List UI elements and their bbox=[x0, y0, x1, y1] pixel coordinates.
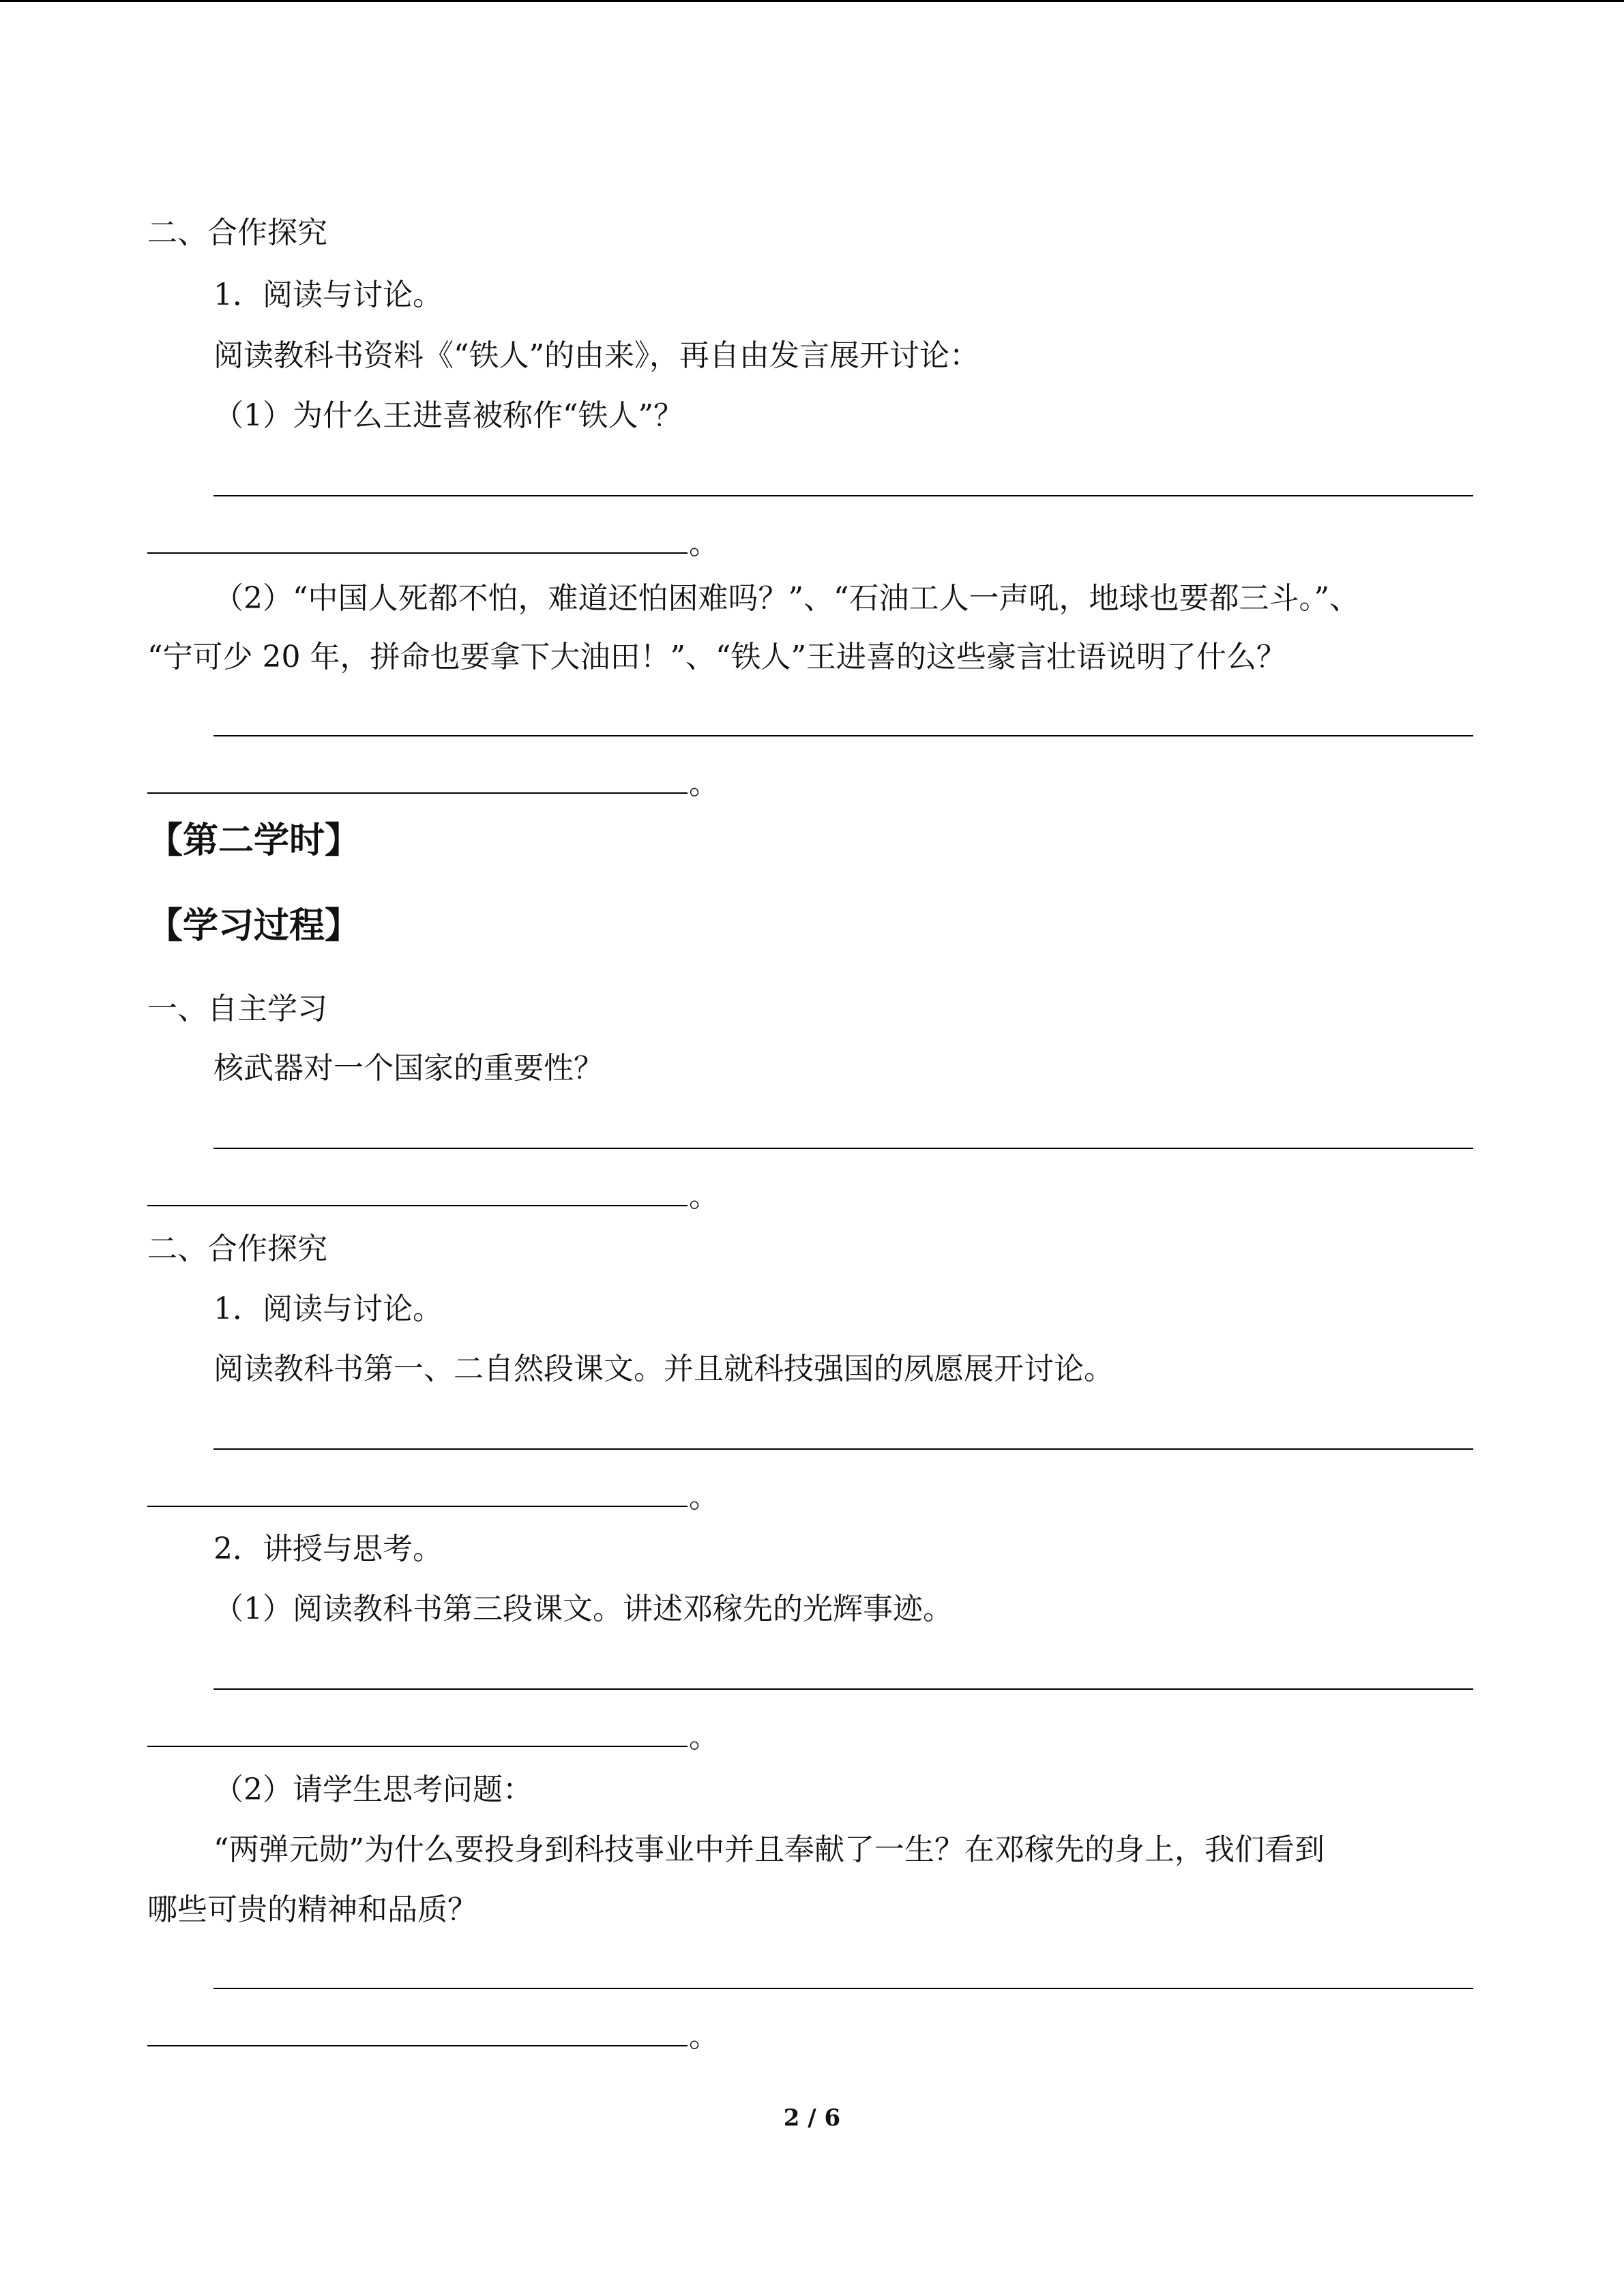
question-1: （1）阅读教科书第三段课文。讲述邓稼先的光辉事迹。 bbox=[213, 1592, 953, 1626]
answer-line[interactable] bbox=[147, 792, 688, 794]
answer-line[interactable] bbox=[147, 1746, 688, 1747]
process-heading: 【学习过程】 bbox=[147, 906, 361, 946]
instruction-text: 阅读教科书资料《“铁人”的由来》，再自由发言展开讨论： bbox=[213, 338, 979, 373]
answer-line[interactable] bbox=[213, 1988, 1473, 1989]
lesson-heading: 【第二学时】 bbox=[147, 820, 361, 861]
answer-end-mark: 。 bbox=[689, 526, 719, 561]
question-1: （1）为什么王进喜被称作“铁人”？ bbox=[213, 398, 683, 433]
answer-line[interactable] bbox=[213, 735, 1473, 736]
answer-line[interactable] bbox=[213, 1148, 1473, 1149]
self-study-question: 核武器对一个国家的重要性？ bbox=[213, 1051, 604, 1086]
answer-line[interactable] bbox=[147, 552, 688, 554]
question-2-text-line-1: “两弹元勋”为什么要投身到科技事业中并且奉献了一生？在邓稼先的身上，我们看到 bbox=[213, 1832, 1325, 1867]
answer-line[interactable] bbox=[213, 1688, 1473, 1690]
section-heading-self-study: 一、自主学习 bbox=[147, 992, 327, 1026]
page-number: 2 / 6 bbox=[783, 2104, 841, 2132]
answer-line[interactable] bbox=[213, 495, 1473, 496]
item-read-discuss: 1．阅读与讨论。 bbox=[213, 278, 443, 312]
answer-line[interactable] bbox=[213, 1448, 1473, 1450]
instruction-text: 阅读教科书第一、二自然段课文。并且就科技强国的夙愿展开讨论。 bbox=[213, 1352, 1114, 1386]
answer-line[interactable] bbox=[147, 1506, 688, 1507]
item-lecture-think: 2．讲授与思考。 bbox=[213, 1532, 443, 1566]
question-2: （2）请学生思考问题： bbox=[213, 1772, 533, 1807]
answer-end-mark: 。 bbox=[689, 1720, 719, 1755]
item-read-discuss: 1．阅读与讨论。 bbox=[213, 1292, 443, 1326]
answer-line[interactable] bbox=[147, 2045, 688, 2046]
section-heading-cooperation: 二、合作探究 bbox=[147, 215, 327, 250]
answer-line[interactable] bbox=[147, 1205, 688, 1206]
answer-end-mark: 。 bbox=[689, 1480, 719, 1515]
question-2-line-2: “宁可少 20 年，拼命也要拿下大油田！”、“铁人”王进喜的这些豪言壮语说明了什么？ bbox=[147, 640, 1286, 674]
answer-end-mark: 。 bbox=[689, 766, 719, 801]
question-2-line-1: （2）“中国人死都不怕，难道还怕困难吗？”、“石油工人一声吼，地球也要都三斗。”、 bbox=[213, 581, 1359, 616]
answer-end-mark: 。 bbox=[689, 1179, 719, 1214]
section-heading-cooperation: 二、合作探究 bbox=[147, 1232, 327, 1266]
top-border bbox=[0, 0, 1624, 2]
answer-end-mark: 。 bbox=[689, 2019, 719, 2054]
question-2-text-line-2: 哪些可贵的精神和品质？ bbox=[147, 1892, 477, 1927]
